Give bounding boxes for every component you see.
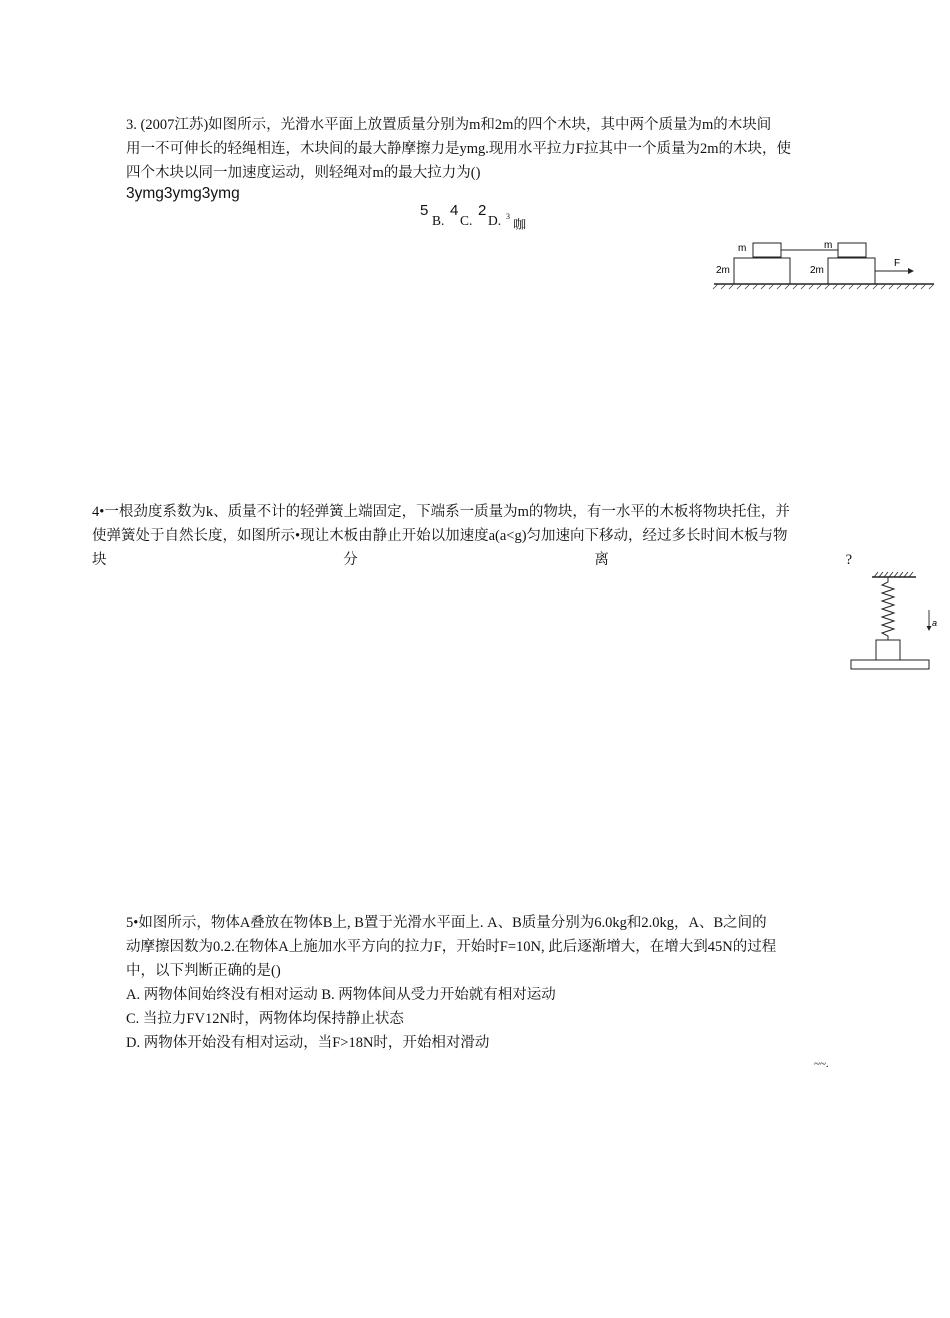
q3-line-1: 3. (2007江苏)如图所示，光滑水平面上放置质量分别为m和2m的四个木块，其中两个质量为m的木块间 <box>126 117 772 133</box>
q3-label-m-left: m <box>738 243 747 254</box>
q4-line-3-part-2: 分 <box>343 552 358 568</box>
q5-trailing-mark: ~~. <box>814 1058 829 1070</box>
q4-spring <box>882 577 894 640</box>
q4-line-1: 4•一根劲度系数为k、质量不计的轻弹簧上端固定，下端系一质量为m的物块，有一水平的木板将物块托住，并 <box>92 504 790 520</box>
q4-line-3-part-3: 离 <box>594 552 609 568</box>
q4-ceiling-hatching <box>874 572 913 577</box>
q3-label-m-right: m <box>824 240 833 251</box>
q3-option-c-label: C. <box>460 213 473 228</box>
q5-option-c: C. 当拉力FV12N时，两物体均保持静止状态 <box>126 1011 404 1027</box>
q3-option-b-label: B. <box>432 213 445 228</box>
q3-block-2m-left <box>734 258 790 284</box>
q4-board <box>851 660 929 669</box>
q3-blocks-figure <box>712 238 940 294</box>
q3-options-row <box>420 202 560 232</box>
q3-option-a-denominator: 5 <box>420 202 429 219</box>
q4-label-accel: a <box>932 618 938 628</box>
q5-line-1: 5•如图所示，物体A叠放在物体B上, B置于光滑水平面上. A、B质量分别为6.0kg和2.0kg，A、B之间的 <box>126 915 767 931</box>
q3-label-2m-right: 2m <box>810 265 824 276</box>
q3-option-b-denominator: 4 <box>450 202 459 219</box>
q4-line-3-part-4: ? <box>845 552 852 568</box>
q3-option-d-label: D. <box>488 213 502 228</box>
q5-option-ab: A. 两物体间始终没有相对运动 B. 两物体间从受力开始就有相对运动 <box>126 987 556 1003</box>
q3-block-2m-right <box>828 258 875 284</box>
q4-line-2: 使弹簧处于自然长度，如图所示•现让木板由静止开始以加速度a(a<g)匀加速向下移动，经过多长时间木板与物 <box>92 528 788 544</box>
q4-line-3-part-1: 块 <box>92 552 107 568</box>
q3-options-numerators: 3ymg3ymg3ymg <box>126 185 240 202</box>
q3-label-2m-left: 2m <box>716 265 730 276</box>
q3-option-d-superscript: 3 <box>506 212 510 221</box>
q3-label-force: F <box>894 258 901 269</box>
q3-option-d-text: 咖 <box>513 217 527 232</box>
q5-line-2: 动摩擦因数为0.2.在物体A上施加水平方向的拉力F，开始时F=10N, 此后逐渐增大，在增大到45N的过程 <box>126 939 777 955</box>
q3-line-2: 用一不可伸长的轻绳相连，木块间的最大静摩擦力是ymg.现用水平拉力F拉其中一个质量为2m的木块，使 <box>126 141 791 157</box>
q3-ground-hatching <box>713 284 934 289</box>
q4-spring-figure <box>846 570 936 674</box>
q3-block-m-right <box>838 243 866 257</box>
q3-block-m-left <box>753 243 781 257</box>
q3-option-c-denominator: 2 <box>478 202 487 219</box>
q4-line-3 <box>92 550 852 570</box>
q5-line-3: 中，以下判断正确的是() <box>126 963 281 979</box>
q5-option-d: D. 两物体开始没有相对运动，当F>18N时，开始相对滑动 <box>126 1035 490 1051</box>
q4-block <box>876 640 900 660</box>
q3-line-3: 四个木块以同一加速度运动，则轻绳对m的最大拉力为() <box>126 165 481 181</box>
